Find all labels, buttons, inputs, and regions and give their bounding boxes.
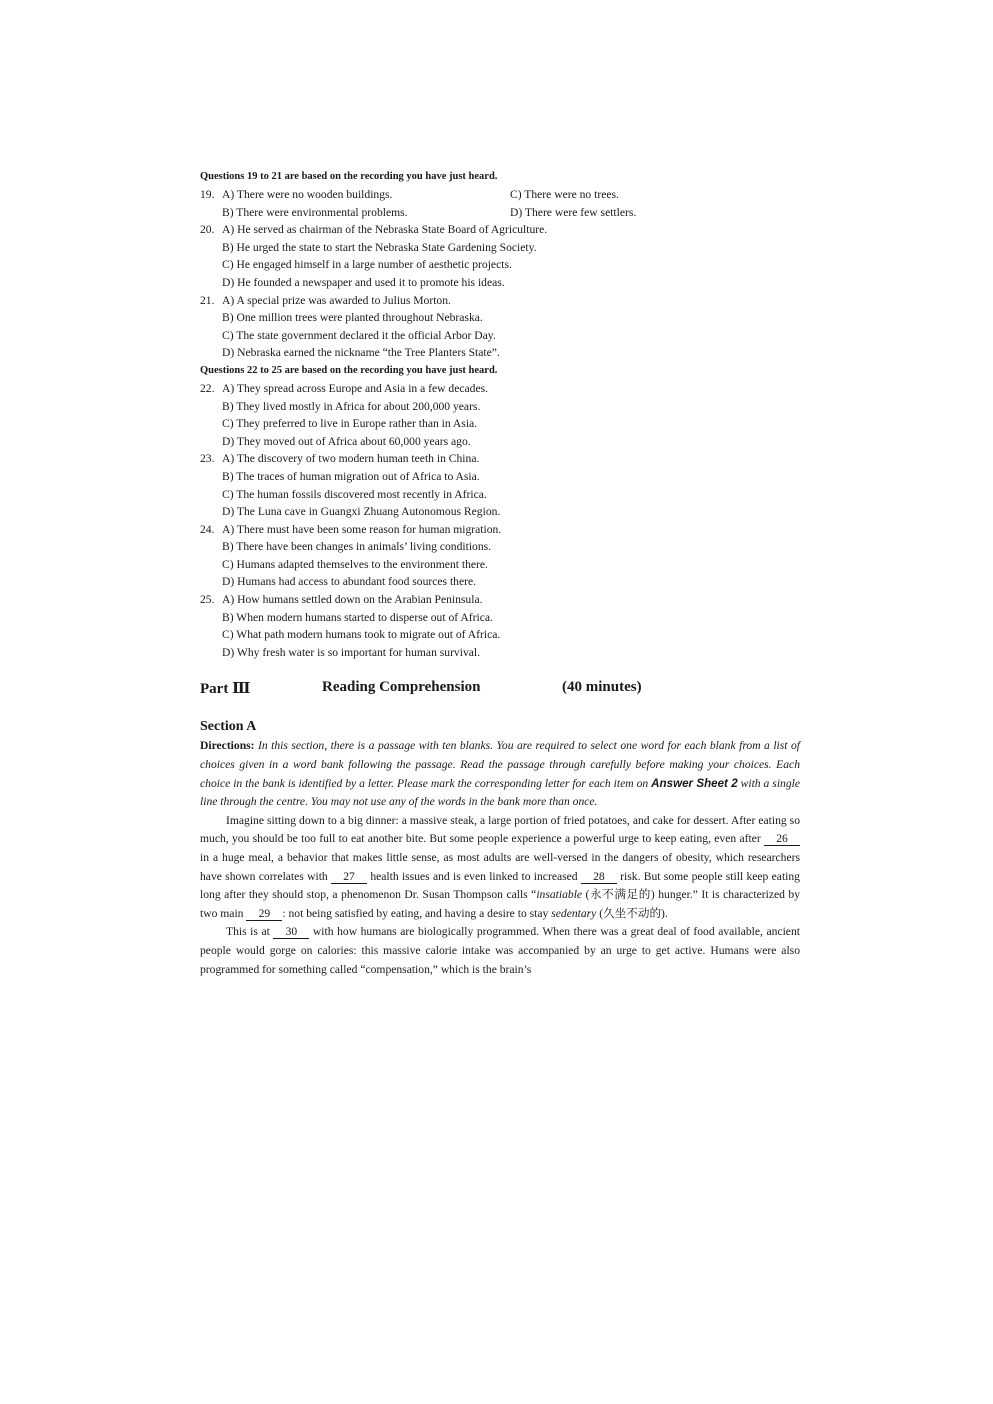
question-23-row-a [200, 450, 800, 468]
question-23-row-b [200, 468, 800, 486]
question-20-option-c: C) He engaged himself in a large number of aesthetic projects. [222, 258, 512, 272]
question-22-number: 22. [200, 381, 215, 395]
question-24-option-a: A) There must have been some reason for human migration. [222, 522, 502, 536]
question-22-option-c: C) They preferred to live in Europe rather than in Asia. [222, 417, 478, 431]
question-19-row-2 [200, 204, 800, 222]
question-23-row-d [200, 503, 800, 521]
question-24-row-d [200, 573, 800, 591]
question-20-option-a: A) He served as chairman of the Nebraska State Board of Agriculture. [222, 223, 548, 237]
part-label: Part Ⅲ [200, 681, 251, 698]
p1-text-2: in a huge meal, a behavior that makes little sense, as most adults are well-versed in the dangers of obesity, which researchers have shown correlates with [200, 851, 800, 883]
question-24-option-d: D) Humans had access to abundant food sources there. [222, 575, 477, 589]
question-22-row-d [200, 433, 800, 451]
question-21-row-d [200, 344, 800, 362]
question-20-option-d: D) He founded a newspaper and used it to promote his ideas. [222, 275, 505, 289]
question-25-row-b [200, 609, 800, 627]
question-19-option-b: B) There were environmental problems. [222, 205, 408, 219]
passage-paragraph-2 [200, 923, 800, 979]
question-24-number: 24. [200, 522, 215, 536]
p1-text-6: : not being satisfied by eating, and having a desire to stay [282, 906, 552, 920]
blank-28: 28 [581, 870, 617, 884]
part-title: Reading Comprehension [322, 679, 481, 696]
question-22-row-a [200, 380, 800, 398]
question-23-number: 23. [200, 452, 215, 466]
questions-19-21-header: Questions 19 to 21 are based on the recording you have just heard. [200, 171, 498, 182]
part-time: (40 minutes) [562, 679, 642, 696]
section-a-directions [200, 737, 800, 811]
question-21-number: 21. [200, 293, 215, 307]
question-22-row-c [200, 415, 800, 433]
question-19-option-d: D) There were few settlers. [510, 205, 637, 219]
question-23-option-b: B) The traces of human migration out of Africa to Asia. [222, 469, 480, 483]
question-22-option-b: B) They lived mostly in Africa for about 200,000 years. [222, 399, 481, 413]
question-25-number: 25. [200, 593, 215, 607]
p1-text-3: health issues and is even linked to increased [367, 869, 581, 883]
question-22-option-a: A) They spread across Europe and Asia in a few decades. [222, 381, 489, 395]
question-20-row-b [200, 239, 800, 257]
question-24-row-c [200, 556, 800, 574]
question-21-row-a [200, 292, 800, 310]
question-24-option-c: C) Humans adapted themselves to the environment there. [222, 557, 488, 571]
question-24-option-b: B) There have been changes in animals’ living conditions. [222, 540, 492, 554]
question-20-number: 20. [200, 223, 215, 237]
question-25-row-d [200, 644, 800, 662]
part-3-heading [200, 679, 800, 705]
question-20-row-d [200, 274, 800, 292]
question-21-option-a: A) A special prize was awarded to Julius Morton. [222, 293, 451, 307]
question-20-option-b: B) He urged the state to start the Nebraska State Gardening Society. [222, 240, 537, 254]
blank-29: 29 [246, 907, 282, 921]
question-25-option-c: C) What path modern humans took to migrate out of Africa. [222, 628, 501, 642]
question-23-option-d: D) The Luna cave in Guangxi Zhuang Autonomous Region. [222, 505, 501, 519]
question-22-option-d: D) They moved out of Africa about 60,000 years ago. [222, 434, 471, 448]
question-23-option-a: A) The discovery of two modern human teeth in China. [222, 452, 480, 466]
question-25-row-c [200, 626, 800, 644]
passage-paragraph-1 [200, 812, 800, 924]
question-25-option-b: B) When modern humans started to disperse out of Africa. [222, 610, 493, 624]
question-24-row-b [200, 538, 800, 556]
directions-text-1: In this section, there is a passage with ten blanks. You are required to select one word for each blank from a list of choices given in a word bank following the passage. Read the passage through carefully before making your choices. Each choice in the bank is identified by a letter. Please mark the corresponding letter for each item on [200, 739, 800, 790]
p1-text-1: Imagine sitting down to a big dinner: a massive steak, a large portion of fried potatoes, and cake for dessert. After eating so much, you should be too full to eat another bite. But some people experience a powerful urge to keep eating, even after [200, 813, 800, 846]
answer-sheet-label: Answer Sheet 2 [651, 776, 738, 790]
questions-22-25-header: Questions 22 to 25 are based on the recording you have just heard. [200, 364, 498, 376]
question-19-option-c: C) There were no trees. [510, 188, 619, 201]
question-19-number: 19. [200, 188, 215, 201]
question-21-option-c: C) The state government declared it the official Arbor Day. [222, 328, 496, 342]
p2-text-2: with how humans are biologically programmed. When there was a great deal of food available, ancient people would gorge on calories: this massive calorie intake was accompanied by an urge to get active. Humans were also programmed for something called “compensation,” which is the brain’s [200, 925, 800, 976]
p1-text-7: (久坐不动的). [596, 906, 668, 920]
section-a-title: Section A [200, 719, 257, 735]
page-content [200, 168, 800, 979]
directions-text-2: with a single line through the centre. You may not use any of the words in the bank more than once. [200, 776, 801, 809]
directions-label: Directions: [200, 739, 255, 753]
question-21-option-b: B) One million trees were planted throughout Nebraska. [222, 311, 483, 325]
question-21-option-d: D) Nebraska earned the nickname “the Tree Planters State”. [222, 346, 500, 360]
p1-insatiable: insatiable [536, 888, 583, 902]
question-25-option-a: A) How humans settled down on the Arabian Peninsula. [222, 593, 483, 607]
question-25-row-a [200, 591, 800, 609]
p2-text-1: This is at [226, 925, 274, 939]
question-25-option-d: D) Why fresh water is so important for human survival. [222, 645, 481, 659]
question-24-row-a [200, 521, 800, 539]
question-20-row-c [200, 256, 800, 274]
question-19-option-a: A) There were no wooden buildings. [222, 188, 393, 201]
p1-sedentary: sedentary [551, 906, 597, 920]
p1-text-5: (永不满足的) hunger.” It is characterized by two main [200, 888, 800, 920]
question-21-row-c [200, 327, 800, 345]
blank-30: 30 [273, 925, 309, 939]
blank-26: 26 [764, 832, 800, 846]
question-23-row-c [200, 486, 800, 504]
question-20-row-a [200, 221, 800, 239]
blank-27: 27 [331, 870, 367, 884]
question-22-row-b [200, 398, 800, 416]
question-19-row-1 [200, 186, 800, 204]
question-21-row-b [200, 309, 800, 327]
p1-text-4: risk. But some people still keep eating long after they should stop, a phenomenon Dr. Susan Thompson calls “ [200, 869, 800, 902]
question-23-option-c: C) The human fossils discovered most recently in Africa. [222, 487, 487, 501]
